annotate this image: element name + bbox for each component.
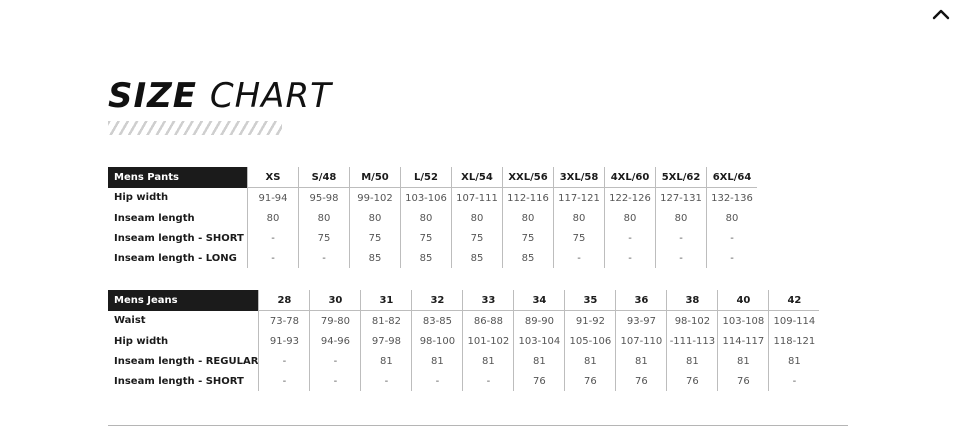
table-cell: 80 [554, 208, 605, 228]
table-title: Mens Pants [108, 167, 248, 188]
table-cell: 91-94 [248, 188, 299, 209]
size-column-header: 40 [718, 290, 769, 311]
table-cell: -111-113 [667, 331, 718, 351]
table-cell: 81 [769, 351, 820, 371]
size-column-header: 30 [310, 290, 361, 311]
table-cell: 81 [667, 351, 718, 371]
table-row [108, 248, 757, 268]
table-cell: 75 [350, 228, 401, 248]
table-cell: 81 [361, 351, 412, 371]
table-cell: 127-131 [656, 188, 707, 209]
table-cell: - [463, 371, 514, 391]
table-cell: - [707, 248, 758, 268]
row-label: Waist [114, 315, 146, 327]
table-cell: 81 [718, 351, 769, 371]
table-row [108, 208, 757, 228]
jeans-size-table [108, 290, 819, 391]
size-column-header: XXL/56 [503, 167, 554, 188]
table-cell: 122-126 [605, 188, 656, 209]
table-cell: 80 [503, 208, 554, 228]
table-cell: 80 [401, 208, 452, 228]
table-cell: 83-85 [412, 311, 463, 332]
table-row [108, 228, 757, 248]
table-header-row [108, 167, 757, 188]
size-column-header: 4XL/60 [605, 167, 656, 188]
table-cell: 86-88 [463, 311, 514, 332]
table-cell: - [412, 371, 463, 391]
table-cell: 76 [667, 371, 718, 391]
table-cell: 80 [452, 208, 503, 228]
table-cell: 105-106 [565, 331, 616, 351]
table-cell: 80 [350, 208, 401, 228]
table-cell: 103-104 [514, 331, 565, 351]
table-cell: 89-90 [514, 311, 565, 332]
row-label: Hip width [114, 192, 169, 204]
row-label: Inseam length - LONG [114, 252, 237, 264]
table-cell: 132-136 [707, 188, 758, 209]
table-cell: 98-102 [667, 311, 718, 332]
table-cell: 107-110 [616, 331, 667, 351]
chevron-up-icon [932, 8, 950, 20]
bottom-divider [108, 425, 848, 426]
table-cell: 91-92 [565, 311, 616, 332]
table-cell: 94-96 [310, 331, 361, 351]
size-column-header: 5XL/62 [656, 167, 707, 188]
table-cell: 76 [718, 371, 769, 391]
table-cell: 75 [503, 228, 554, 248]
table-cell: 109-114 [769, 311, 820, 332]
table-cell: 75 [554, 228, 605, 248]
table-cell: 76 [565, 371, 616, 391]
size-column-header: 35 [565, 290, 616, 311]
table-cell: 81 [565, 351, 616, 371]
table-cell: 81 [463, 351, 514, 371]
size-column-header: S/48 [299, 167, 350, 188]
table-cell: 103-108 [718, 311, 769, 332]
table-cell: 118-121 [769, 331, 820, 351]
table-cell: 76 [514, 371, 565, 391]
size-column-header: L/52 [401, 167, 452, 188]
table-cell: 85 [401, 248, 452, 268]
row-label: Inseam length - REGULAR [114, 355, 259, 367]
size-column-header: 38 [667, 290, 718, 311]
size-column-header: 42 [769, 290, 820, 311]
size-column-header: 34 [514, 290, 565, 311]
row-label: Inseam length [114, 212, 195, 224]
table-cell: 97-98 [361, 331, 412, 351]
table-cell: - [310, 371, 361, 391]
table-cell: - [769, 371, 820, 391]
table-cell: 103-106 [401, 188, 452, 209]
row-label: Inseam length - SHORT [114, 232, 244, 244]
table-cell: - [656, 228, 707, 248]
table-row [108, 351, 819, 371]
size-column-header: XL/54 [452, 167, 503, 188]
table-cell: - [259, 351, 310, 371]
table-cell: 91-93 [259, 331, 310, 351]
table-cell: 85 [452, 248, 503, 268]
table-cell: 112-116 [503, 188, 554, 209]
table-cell: 81 [514, 351, 565, 371]
table-cell: 85 [503, 248, 554, 268]
table-cell: 80 [605, 208, 656, 228]
table-row [108, 311, 819, 332]
size-column-header: 31 [361, 290, 412, 311]
table-cell: 93-97 [616, 311, 667, 332]
size-column-header: 32 [412, 290, 463, 311]
table-cell: 81 [616, 351, 667, 371]
table-row [108, 188, 757, 209]
size-column-header: 36 [616, 290, 667, 311]
table-cell: - [656, 248, 707, 268]
table-cell: - [310, 351, 361, 371]
table-cell: - [605, 228, 656, 248]
table-cell: 107-111 [452, 188, 503, 209]
table-header-row [108, 290, 819, 311]
table-cell: - [248, 248, 299, 268]
table-cell: 98-100 [412, 331, 463, 351]
table-cell: - [259, 371, 310, 391]
table-cell: 80 [299, 208, 350, 228]
size-column-header: XS [248, 167, 299, 188]
size-column-header: 6XL/64 [707, 167, 758, 188]
decorative-stripes [108, 121, 282, 135]
table-cell: - [299, 248, 350, 268]
table-cell: 117-121 [554, 188, 605, 209]
table-row [108, 331, 819, 351]
table-cell: 76 [616, 371, 667, 391]
table-cell: 80 [248, 208, 299, 228]
table-cell: 75 [452, 228, 503, 248]
table-cell: 114-117 [718, 331, 769, 351]
table-row [108, 371, 819, 391]
table-cell: 85 [350, 248, 401, 268]
table-cell: 95-98 [299, 188, 350, 209]
table-cell: 80 [707, 208, 758, 228]
title-light: CHART [209, 76, 332, 116]
size-column-header: 28 [259, 290, 310, 311]
size-column-header: 33 [463, 290, 514, 311]
row-label: Hip width [114, 335, 169, 347]
table-cell: 81 [412, 351, 463, 371]
size-column-header: 3XL/58 [554, 167, 605, 188]
table-cell: - [605, 248, 656, 268]
pants-size-table [108, 167, 757, 268]
table-title: Mens Jeans [108, 290, 259, 311]
table-cell: - [248, 228, 299, 248]
title-bold: SIZE [108, 76, 198, 116]
table-cell: 99-102 [350, 188, 401, 209]
table-cell: - [554, 248, 605, 268]
table-cell: 73-78 [259, 311, 310, 332]
table-cell: 79-80 [310, 311, 361, 332]
table-cell: - [707, 228, 758, 248]
row-label: Inseam length - SHORT [114, 375, 244, 387]
table-cell: 81-82 [361, 311, 412, 332]
table-cell: 75 [299, 228, 350, 248]
size-column-header: M/50 [350, 167, 401, 188]
table-cell: 80 [656, 208, 707, 228]
table-cell: 75 [401, 228, 452, 248]
collapse-button[interactable] [930, 4, 952, 24]
table-cell: - [361, 371, 412, 391]
page-title [108, 74, 332, 118]
table-cell: 101-102 [463, 331, 514, 351]
